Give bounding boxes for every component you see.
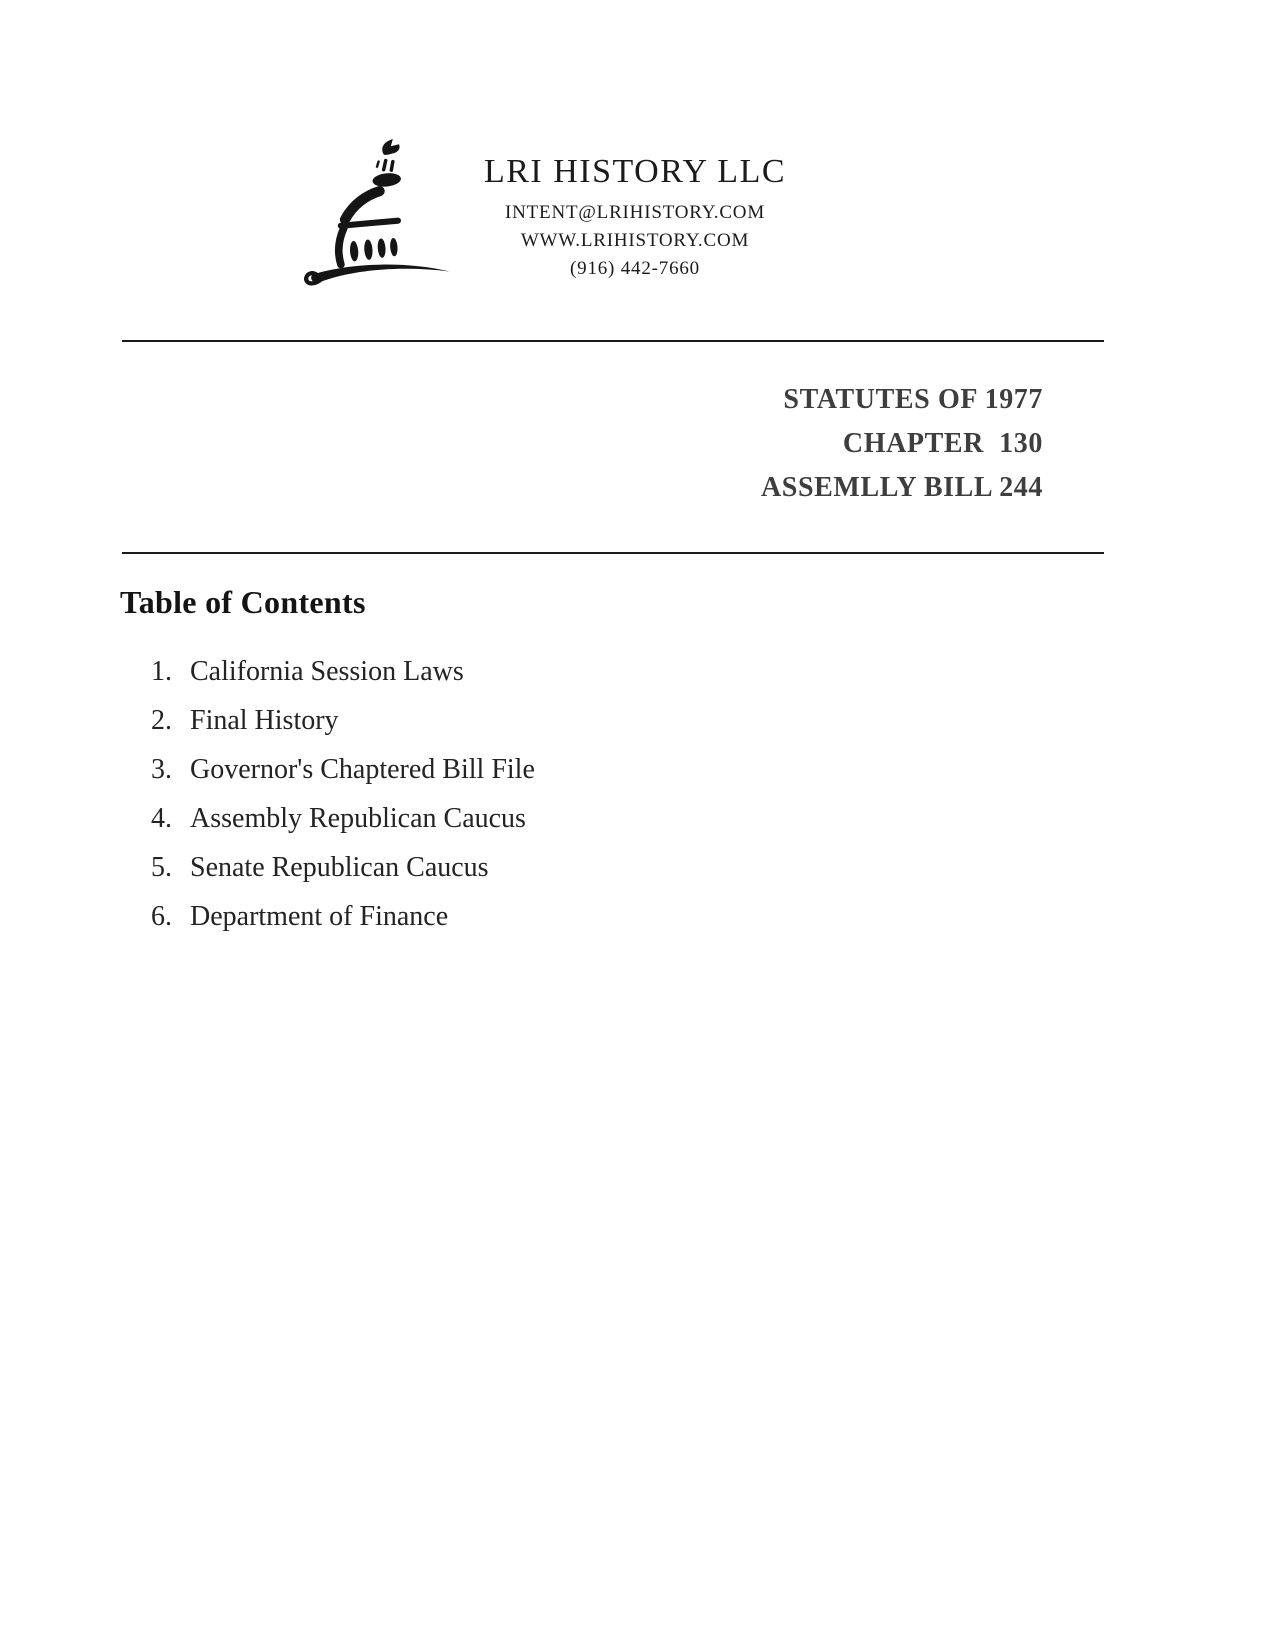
statute-reference-block	[761, 378, 1043, 510]
company-name: LRI HISTORY LLC	[483, 153, 787, 190]
statute-bill-line: ASSEMLLY BILL 244	[760, 472, 1043, 503]
toc-item-label: Department of Finance	[190, 901, 449, 932]
toc-item-label: Assembly Republican Caucus	[190, 803, 526, 834]
toc-item-senate-republican-caucus	[151, 851, 535, 900]
horizontal-divider-bottom	[122, 552, 1104, 554]
toc-item-label: Senate Republican Caucus	[190, 852, 489, 883]
toc-item-assembly-republican-caucus	[151, 802, 535, 851]
toc-item-number: 2.	[151, 705, 172, 736]
toc-item-california-session-laws	[151, 655, 535, 704]
statute-chapter-line: CHAPTER 130	[842, 428, 1043, 459]
toc-item-department-of-finance	[151, 900, 535, 949]
website-text: WWW.LRIHISTORY.COM	[520, 230, 750, 251]
capitol-dome-logo-icon	[297, 130, 452, 295]
statute-year-line: STATUTES OF 1977	[783, 384, 1043, 415]
toc-item-number: 4.	[151, 803, 172, 834]
phone-text: (916) 442-7660	[570, 258, 700, 279]
toc-item-final-history	[151, 704, 535, 753]
toc-item-label: Final History	[190, 705, 339, 736]
horizontal-divider-top	[122, 340, 1104, 342]
toc-item-number: 5.	[151, 852, 172, 883]
toc-list	[151, 655, 535, 949]
toc-item-number: 3.	[151, 754, 172, 785]
email-text: INTENT@LRIHISTORY.COM	[504, 202, 766, 223]
toc-item-number: 1.	[151, 656, 172, 687]
letterhead	[443, 152, 827, 283]
toc-item-label: Governor's Chaptered Bill File	[190, 754, 535, 785]
toc-item-governors-chaptered-bill-file	[151, 753, 535, 802]
contact-block	[443, 199, 827, 283]
toc-heading: Table of Contents	[120, 584, 366, 620]
toc-item-number: 6.	[151, 901, 172, 932]
toc-item-label: California Session Laws	[190, 656, 464, 687]
